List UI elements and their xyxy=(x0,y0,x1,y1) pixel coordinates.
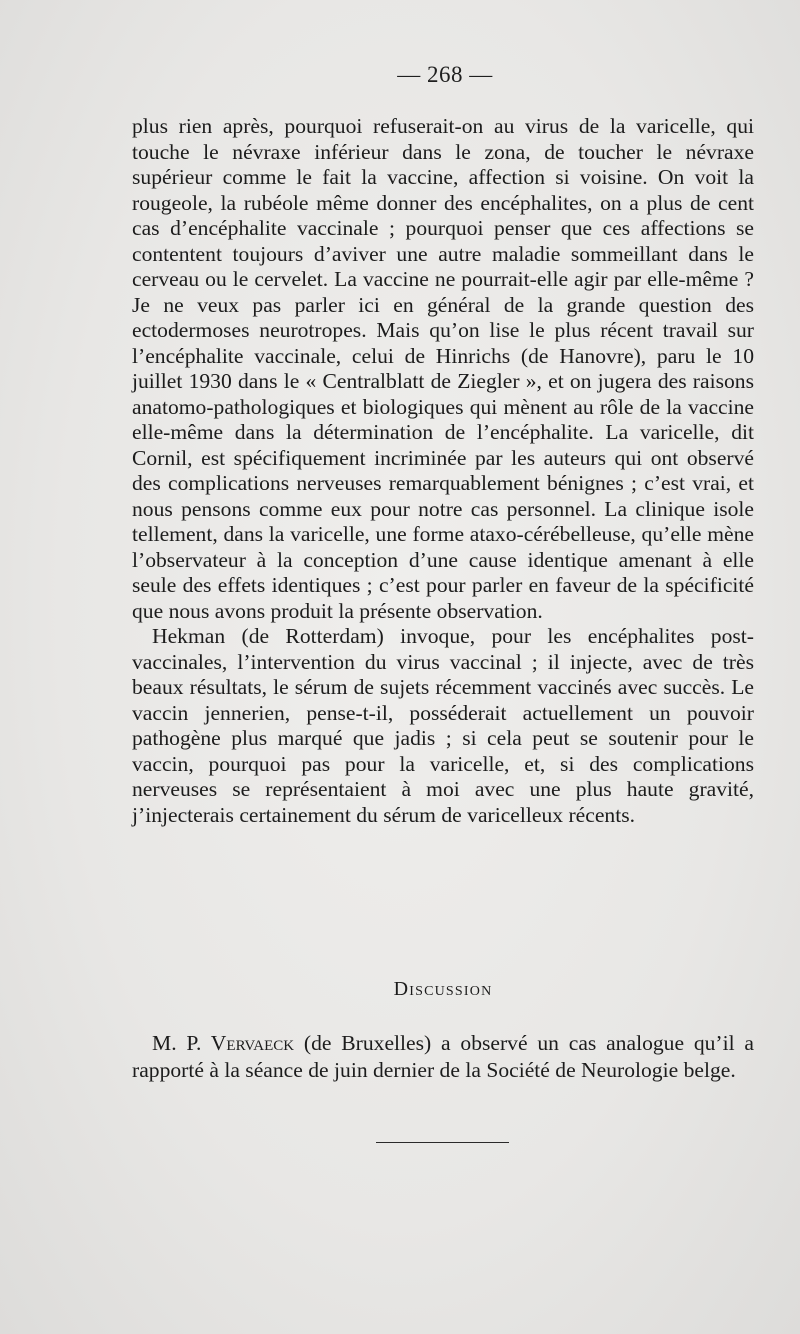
speaker-name: M. P. Vervaeck xyxy=(152,1031,295,1055)
paragraph-2: Hekman (de Rotterdam) invoque, pour les encéphalites post-vaccinales, l’intervention du virus vaccinal ; il injecte, avec de très beaux résultats, le sérum de sujets récemment vaccinés avec succès. Le vaccin jennerien, pense-t-il, posséderait actuellement un pouvoir pathogène plus marqué que jadis ; si cela peut se soutenir pour le vaccin, pourquoi pas pour la varicelle, et, si des complications nerveuses se représentaient à moi avec une plus haute gravité, j’injecterais certainement du sérum de varicelleux récents. xyxy=(132,624,754,827)
discussion-paragraph xyxy=(132,1030,754,1083)
paragraph-1: plus rien après, pourquoi refuserait-on au virus de la varicelle, qui touche le névraxe inférieur dans le zona, de toucher le névraxe supérieur comme le fait la vaccine, affection si voisine. On voit la rougeole, la rubéole même donner des encéphalites, on a plus de cent cas d’encéphalite vaccinale ; pourquoi penser que ces affections se contentent toujours d’aviver une autre maladie sommeillant dans le cerveau ou le cervelet. La vaccine ne pourrait-elle agir par elle-même ? Je ne veux pas parler ici en général de la grande question des ectodermoses neurotropes. Mais qu’on lise le plus récent travail sur l’encéphalite vaccinale, celui de Hinrichs (de Hanovre), paru le 10 juillet 1930 dans le « Centralblatt de Ziegler », et on jugera des raisons anatomo-pathologiques et biologiques qui mènent au rôle de la vaccine elle-même dans la détermination de l’encéphalite. La varicelle, dit Cornil, est spécifiquement incriminée par les auteurs qui ont observé des complications nerveuses remarquablement bénignes ; c’est vrai, et nous pensons comme eux pour notre cas personnel. La clinique isole tellement, dans la varicelle, une forme ataxo-cérébelleuse, qu’elle mène l’observateur à la conception d’une cause identique amenant à elle seule des effets identiques ; c’est pour parler en faveur de la spécificité que nous avons produit la présente observation. xyxy=(132,114,754,623)
body-text xyxy=(132,114,754,828)
end-rule xyxy=(376,1142,509,1143)
page-number: — 268 — xyxy=(397,62,493,87)
discussion-body xyxy=(132,1030,754,1083)
discussion-text: (de Bruxelles) a observé un cas analogue qu’il a rapporté à la séance de juin dernier de la Société de Neurologie belge. xyxy=(132,1031,754,1082)
section-heading-discussion: Discussion xyxy=(393,978,493,1000)
